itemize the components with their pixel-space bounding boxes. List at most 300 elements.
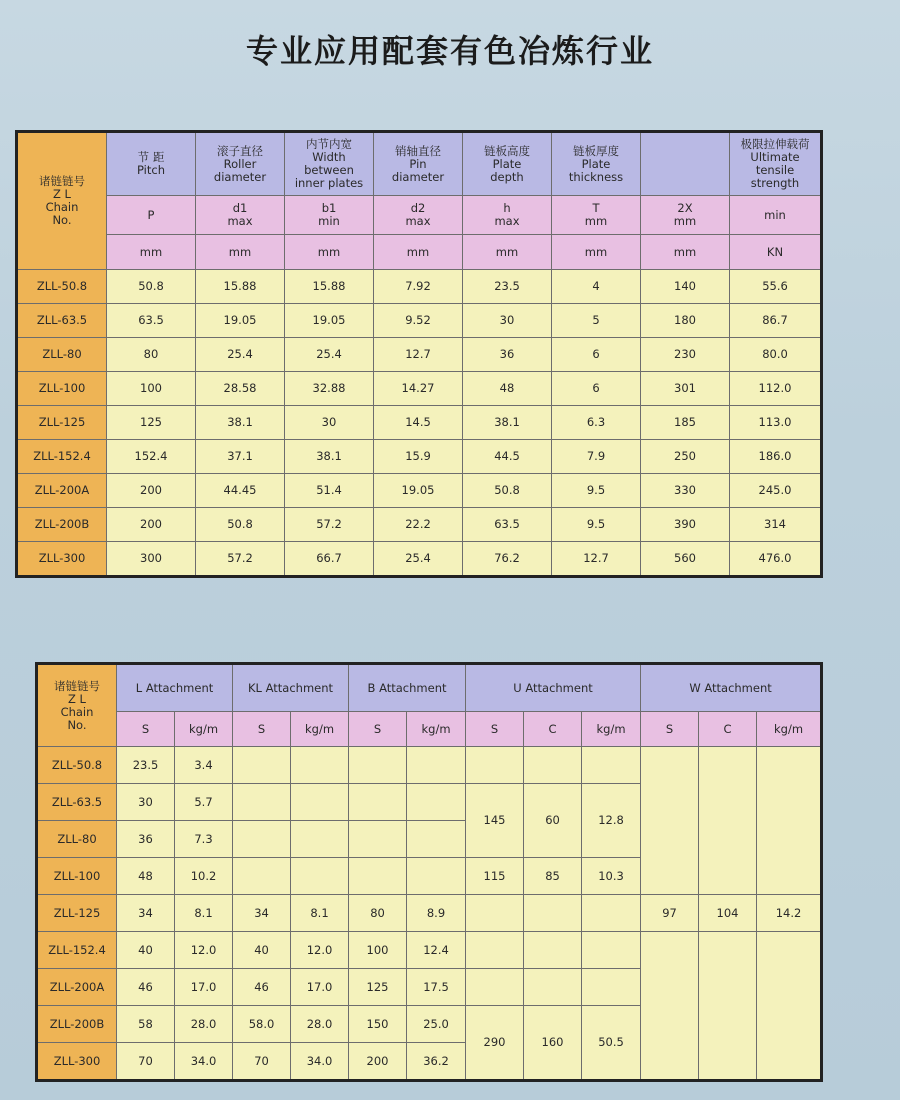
spec-value-text: 301 (674, 381, 696, 395)
l-attachment-value (117, 747, 175, 784)
chain-number (37, 858, 117, 895)
chain-number-text: ZLL-63.5 (36, 313, 88, 327)
spec-value (196, 508, 285, 542)
spec-header-5 (552, 132, 641, 196)
spec-value (285, 508, 374, 542)
spec-symbol-5-text: T (592, 201, 600, 215)
spec-value-text: 113.0 (758, 415, 792, 429)
spec-symbol-1 (196, 196, 285, 235)
spec-value (552, 542, 641, 577)
b-attachment-value-text: 12.4 (423, 942, 449, 957)
spec-value (374, 508, 463, 542)
spec-value-text: 25.4 (405, 551, 431, 565)
spec-symbol-2-text: min (318, 214, 340, 228)
u-attachment-value (524, 969, 582, 1006)
attachment-sub-header (233, 712, 291, 747)
spec-value-text: 15.9 (405, 449, 431, 463)
spec-header-1 (196, 132, 285, 196)
b-attachment-value (407, 747, 466, 784)
chain-number-text: ZLL-50.8 (36, 279, 88, 293)
spec-unit-5-text: mm (584, 244, 608, 259)
spec-header-7-text: strength (750, 176, 800, 190)
spec-header-1-text: Roller (223, 156, 257, 171)
spec-value-text: 19.05 (312, 313, 346, 327)
b-attachment-value (407, 858, 466, 895)
kl-attachment-value (233, 821, 291, 858)
chain-number (37, 932, 117, 969)
chain-no-header-text: 诸链链号 (39, 174, 85, 188)
l-attachment-value-text: 58 (138, 1016, 153, 1031)
spec-header-7-text: tensile (755, 163, 795, 177)
l-attachment-value (117, 1043, 175, 1081)
attachment-group-header-text: B Attachment (367, 680, 447, 695)
spec-value (374, 338, 463, 372)
table-row (17, 406, 822, 440)
spec-symbol-4 (463, 196, 552, 235)
l-attachment-value-text: 10.2 (190, 868, 217, 883)
u-attachment-value (582, 969, 641, 1006)
l-attachment-value (117, 969, 175, 1006)
u-attachment-value (466, 895, 524, 932)
spec-value (730, 304, 822, 338)
spec-value (107, 440, 196, 474)
kl-attachment-value-text: 70 (254, 1053, 269, 1068)
spec-value (374, 406, 463, 440)
spec-value-text: 57.2 (227, 551, 253, 565)
spec-value-text: 300 (140, 551, 162, 565)
spec-value-text: 50.8 (138, 279, 164, 293)
l-attachment-value (117, 932, 175, 969)
spec-value-text: 185 (674, 415, 696, 429)
b-attachment-value-text: 100 (366, 942, 389, 957)
spec-value-text: 48 (499, 381, 515, 395)
spec-value (641, 372, 730, 406)
spec-header-5-text: thickness (568, 169, 624, 184)
kl-attachment-value (291, 858, 349, 895)
l-attachment-value-text: 48 (138, 868, 153, 883)
chain-spec-table (15, 130, 823, 578)
table-row (37, 932, 822, 969)
chain-number (17, 270, 107, 304)
kl-attachment-value (291, 821, 349, 858)
spec-value-text: 200 (140, 483, 162, 497)
spec-value-text: 44.45 (223, 483, 257, 497)
spec-unit-7-text: KN (766, 244, 784, 259)
spec-value-text: 15.88 (312, 279, 346, 293)
chain-no-header-text: Chain (60, 704, 94, 719)
l-attachment-value (175, 747, 233, 784)
chain-number (17, 338, 107, 372)
spec-value (107, 270, 196, 304)
u-attachment-value-text: 12.8 (598, 813, 624, 827)
spec-value (641, 440, 730, 474)
chain-number (17, 372, 107, 406)
w-attachment-value (699, 747, 757, 895)
spec-value-text: 14.5 (405, 415, 431, 429)
attachment-table (35, 662, 823, 1082)
chain-number-text: ZLL-200B (49, 1016, 105, 1031)
kl-attachment-value (233, 932, 291, 969)
spec-value (730, 474, 822, 508)
w-attachment-value (699, 895, 757, 932)
spec-value-text: 28.58 (223, 381, 257, 395)
u-attachment-value-text: 115 (483, 868, 506, 883)
attachment-sub-header (641, 712, 699, 747)
chain-number (37, 969, 117, 1006)
l-attachment-value (117, 821, 175, 858)
spec-symbol-2-text: b1 (321, 201, 337, 215)
spec-symbol-4-text: max (494, 214, 520, 228)
kl-attachment-value (291, 932, 349, 969)
attachment-sub-header-text: S (490, 721, 499, 736)
chain-no-header (17, 132, 107, 270)
spec-value (552, 304, 641, 338)
chain-number-text: ZLL-80 (57, 831, 97, 846)
chain-no-header-text: Chain (45, 200, 79, 214)
l-attachment-value (175, 821, 233, 858)
spec-value (196, 270, 285, 304)
spec-symbol-4-text: h (503, 201, 511, 215)
spec-header-2-text: 内节内宽 (306, 137, 352, 151)
l-attachment-value (175, 858, 233, 895)
b-attachment-value (349, 821, 407, 858)
chain-number (37, 784, 117, 821)
spec-value (552, 406, 641, 440)
u-attachment-value (524, 858, 582, 895)
spec-value (285, 474, 374, 508)
u-attachment-value (466, 784, 524, 858)
u-attachment-value-text: 85 (545, 868, 560, 883)
attachment-sub-header-text: kg/m (596, 721, 626, 736)
chain-number-text: ZLL-125 (53, 905, 101, 920)
spec-value (374, 440, 463, 474)
spec-value-text: 314 (764, 517, 786, 531)
spec-value-text: 38.1 (227, 415, 253, 429)
kl-attachment-value (233, 1043, 291, 1081)
b-attachment-value (349, 858, 407, 895)
kl-attachment-value-text: 28.0 (306, 1016, 333, 1031)
spec-value-text: 186.0 (758, 449, 792, 463)
attachment-sub-header (757, 712, 822, 747)
spec-value-text: 12.7 (583, 551, 609, 565)
b-attachment-value (349, 747, 407, 784)
spec-header-4-text: Plate (492, 156, 522, 171)
spec-value-text: 50.8 (494, 483, 520, 497)
b-attachment-value (407, 1043, 466, 1081)
attachment-sub-header (524, 712, 582, 747)
spec-value (374, 474, 463, 508)
spec-symbol-5-text: mm (584, 214, 608, 228)
spec-value-text: 6 (592, 347, 600, 361)
spec-symbol-3-text: max (405, 214, 431, 228)
table-row (17, 440, 822, 474)
kl-attachment-value (291, 1006, 349, 1043)
spec-value (374, 270, 463, 304)
spec-value (463, 508, 552, 542)
spec-value (107, 474, 196, 508)
spec-header-3 (374, 132, 463, 196)
u-attachment-value-text: 10.3 (598, 868, 624, 883)
spec-value (730, 440, 822, 474)
kl-attachment-value (233, 784, 291, 821)
chain-no-header-text: Z L (53, 187, 71, 201)
l-attachment-value-text: 40 (138, 942, 153, 957)
attachment-sub-header (407, 712, 466, 747)
spec-symbol-7 (730, 196, 822, 235)
spec-value-text: 23.5 (494, 279, 520, 293)
spec-value-text: 250 (674, 449, 696, 463)
chain-number-text: ZLL-200A (34, 483, 90, 497)
spec-value (730, 338, 822, 372)
table-row (17, 270, 822, 304)
spec-value-text: 200 (140, 517, 162, 531)
kl-attachment-value (291, 969, 349, 1006)
spec-unit-4-text: mm (495, 244, 519, 259)
table-row (17, 304, 822, 338)
spec-unit-5 (552, 235, 641, 270)
spec-value-text: 36 (499, 347, 515, 361)
attachment-sub-header-text: kg/m (304, 721, 335, 736)
chain-number (37, 1043, 117, 1081)
kl-attachment-value (233, 1006, 291, 1043)
b-attachment-value-text: 80 (370, 905, 385, 920)
chain-number-text: ZLL-63.5 (51, 794, 103, 809)
b-attachment-value-text: 125 (366, 979, 389, 994)
l-attachment-value (175, 969, 233, 1006)
spec-value (285, 304, 374, 338)
l-attachment-value-text: 7.3 (194, 831, 213, 846)
spec-value (641, 508, 730, 542)
spec-value-text: 125 (140, 415, 162, 429)
u-attachment-value-text: 145 (483, 813, 506, 827)
spec-value-text: 22.2 (405, 517, 431, 531)
kl-attachment-value (291, 784, 349, 821)
b-attachment-value (407, 932, 466, 969)
l-attachment-value (175, 784, 233, 821)
kl-attachment-value (233, 969, 291, 1006)
kl-attachment-value (233, 895, 291, 932)
w-attachment-value (641, 747, 699, 895)
spec-value-text: 38.1 (494, 415, 520, 429)
attachment-group-header (233, 664, 349, 712)
l-attachment-value (175, 1043, 233, 1081)
attachment-sub-header-text: kg/m (188, 721, 219, 736)
attachment-sub-header-text: S (373, 721, 382, 736)
spec-unit-7 (730, 235, 822, 270)
spec-value-text: 7.9 (586, 449, 606, 463)
chain-no-header-text: No. (52, 213, 72, 227)
kl-attachment-value-text: 34 (254, 905, 269, 920)
spec-value (107, 304, 196, 338)
spec-value (641, 270, 730, 304)
table-row (17, 372, 822, 406)
spec-value (285, 338, 374, 372)
attachment-sub-header (175, 712, 233, 747)
spec-value (463, 338, 552, 372)
chain-no-header-text: 诸链链号 (54, 678, 100, 693)
spec-value (463, 406, 552, 440)
spec-unit-3 (374, 235, 463, 270)
spec-value (463, 372, 552, 406)
l-attachment-value-text: 36 (138, 831, 153, 846)
attachment-sub-header-text: S (665, 721, 674, 736)
spec-value-text: 57.2 (316, 517, 342, 531)
attachment-group-header (349, 664, 466, 712)
spec-value-text: 19.05 (223, 313, 257, 327)
b-attachment-value (349, 784, 407, 821)
table-row (17, 542, 822, 577)
spec-value-text: 63.5 (494, 517, 520, 531)
spec-symbol-6 (641, 196, 730, 235)
spec-value (285, 406, 374, 440)
l-attachment-value (175, 895, 233, 932)
attachment-sub-header-text: C (723, 721, 732, 736)
u-attachment-value (466, 1006, 524, 1081)
chain-number-text: ZLL-152.4 (48, 942, 106, 957)
l-attachment-value-text: 12.0 (190, 942, 217, 957)
chain-number (37, 1006, 117, 1043)
spec-value (641, 474, 730, 508)
spec-header-1-text: diameter (213, 169, 267, 184)
b-attachment-value (349, 969, 407, 1006)
spec-value-text: 86.7 (762, 313, 788, 327)
l-attachment-value-text: 30 (138, 794, 153, 809)
spec-header-4-text: depth (490, 169, 524, 184)
kl-attachment-value (291, 1043, 349, 1081)
chain-no-header (37, 664, 117, 747)
l-attachment-value-text: 8.1 (194, 905, 213, 920)
table-row (17, 508, 822, 542)
spec-value (463, 440, 552, 474)
chain-number-text: ZLL-100 (53, 868, 101, 883)
spec-value-text: 30 (499, 313, 515, 327)
chain-number (37, 821, 117, 858)
spec-value (463, 270, 552, 304)
b-attachment-value (349, 932, 407, 969)
b-attachment-value-text: 17.5 (423, 979, 449, 994)
spec-value (552, 270, 641, 304)
spec-value (107, 406, 196, 440)
chain-number (17, 440, 107, 474)
l-attachment-value-text: 23.5 (132, 757, 159, 772)
attachment-group-header-text: W Attachment (689, 680, 772, 695)
spec-value (552, 474, 641, 508)
spec-value-text: 76.2 (494, 551, 520, 565)
spec-value-text: 37.1 (227, 449, 253, 463)
chain-number-text: ZLL-300 (53, 1053, 101, 1068)
b-attachment-value (407, 821, 466, 858)
l-attachment-value-text: 34.0 (190, 1053, 217, 1068)
spec-symbol-6-text: mm (673, 214, 697, 228)
spec-unit-0-text: mm (139, 244, 163, 259)
u-attachment-value (582, 1006, 641, 1081)
spec-header-3-text: 销轴直径 (395, 143, 441, 158)
spec-unit-6-text: mm (673, 244, 697, 259)
spec-value (730, 372, 822, 406)
spec-value (730, 508, 822, 542)
chain-number-text: ZLL-200B (34, 517, 90, 531)
spec-header-7 (730, 132, 822, 196)
spec-value (641, 338, 730, 372)
spec-value (196, 440, 285, 474)
spec-symbol-6-text: 2X (677, 201, 693, 215)
table-row (17, 474, 822, 508)
spec-value-text: 476.0 (758, 551, 792, 565)
w-attachment-value (641, 932, 699, 1081)
spec-value (285, 372, 374, 406)
spec-value (552, 338, 641, 372)
w-attachment-value-text: 14.2 (775, 905, 802, 920)
spec-header-7-text: Ultimate (750, 150, 800, 164)
spec-value-text: 66.7 (316, 551, 342, 565)
b-attachment-value (349, 1043, 407, 1081)
kl-attachment-value-text: 8.1 (310, 905, 329, 920)
u-attachment-value (466, 932, 524, 969)
spec-value-text: 330 (674, 483, 696, 497)
chain-no-header-text: No. (67, 717, 87, 732)
kl-attachment-value-text: 34.0 (306, 1053, 333, 1068)
spec-value (463, 304, 552, 338)
spec-value (730, 406, 822, 440)
spec-value (463, 542, 552, 577)
b-attachment-value (349, 895, 407, 932)
spec-value-text: 51.4 (316, 483, 342, 497)
spec-unit-4 (463, 235, 552, 270)
attachment-group-header (117, 664, 233, 712)
u-attachment-value (582, 858, 641, 895)
spec-unit-2-text: mm (317, 244, 341, 259)
b-attachment-value-text: 8.9 (426, 905, 446, 920)
spec-unit-1-text: mm (228, 244, 252, 259)
attachment-group-header-text: U Attachment (513, 680, 593, 695)
attachment-sub-header-text: kg/m (421, 721, 451, 736)
spec-header-0 (107, 132, 196, 196)
spec-value-text: 32.88 (312, 381, 346, 395)
spec-value (285, 440, 374, 474)
spec-unit-0 (107, 235, 196, 270)
u-attachment-value-text: 50.5 (598, 1035, 624, 1049)
spec-value (374, 304, 463, 338)
table-row (37, 747, 822, 784)
spec-value (196, 542, 285, 577)
l-attachment-value-text: 70 (138, 1053, 153, 1068)
spec-header-0-text: Pitch (137, 163, 165, 177)
spec-value-text: 245.0 (758, 483, 792, 497)
chain-number-text: ZLL-125 (38, 415, 86, 429)
spec-value-text: 19.05 (401, 483, 435, 497)
spec-value (107, 508, 196, 542)
spec-value (196, 474, 285, 508)
l-attachment-value-text: 46 (138, 979, 153, 994)
spec-header-5-text: 链板厚度 (573, 143, 619, 158)
chain-number (17, 406, 107, 440)
spec-value (552, 508, 641, 542)
chain-no-header-text: Z L (68, 691, 86, 706)
spec-symbol-2 (285, 196, 374, 235)
chain-number (17, 474, 107, 508)
attachment-sub-header (699, 712, 757, 747)
spec-value (641, 542, 730, 577)
kl-attachment-value-text: 17.0 (306, 979, 333, 994)
w-attachment-value-text: 97 (662, 905, 677, 920)
l-attachment-value-text: 3.4 (194, 757, 213, 772)
b-attachment-value-text: 200 (366, 1053, 389, 1068)
spec-value-text: 38.1 (316, 449, 342, 463)
spec-value-text: 6.3 (586, 415, 606, 429)
attachment-group-header (641, 664, 822, 712)
spec-value-text: 14.27 (401, 381, 435, 395)
kl-attachment-value-text: 40 (254, 942, 269, 957)
